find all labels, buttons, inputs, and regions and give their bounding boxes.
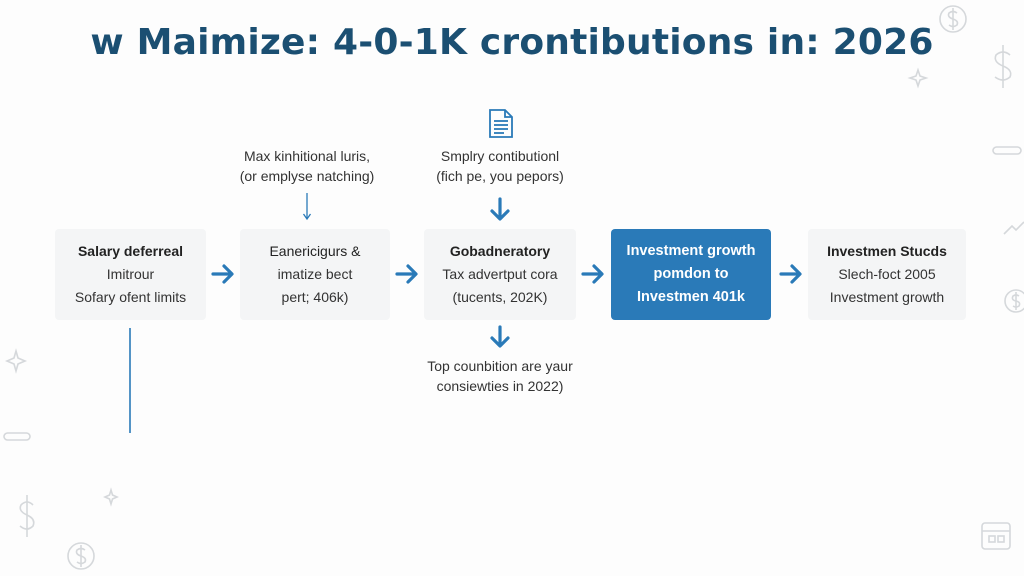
note-line: consiewties in 2022) bbox=[436, 378, 564, 394]
arrow-right-icon bbox=[213, 266, 232, 282]
note-line: Top counbition are yaur bbox=[427, 358, 573, 374]
step-text: Investment growth bbox=[829, 289, 945, 305]
step-text: imatize bect bbox=[277, 266, 353, 282]
step-text: pomdon to bbox=[653, 266, 729, 282]
step-text: pert; 406k) bbox=[281, 289, 349, 305]
divider-pill bbox=[4, 433, 30, 440]
step-box-employer bbox=[240, 229, 390, 320]
document-icon bbox=[490, 110, 512, 137]
step-text: Sofary ofent limits bbox=[74, 289, 187, 305]
calendar-icon bbox=[982, 523, 1010, 549]
step-title: Eanericigurs & bbox=[269, 243, 361, 259]
arrow-right-icon bbox=[397, 266, 416, 282]
dollar-icon bbox=[995, 45, 1011, 88]
arrow-right-icon bbox=[583, 266, 602, 282]
step-text: (tucents, 202K) bbox=[452, 289, 548, 305]
employer-connector bbox=[304, 193, 311, 219]
step-box-investment-growth bbox=[611, 229, 771, 320]
arrow-right-icon bbox=[781, 266, 800, 282]
step-title: Investment growth bbox=[626, 243, 756, 259]
step-box-investment-studs bbox=[808, 229, 966, 320]
step-box-tax-advantage bbox=[424, 229, 576, 320]
note-line: Smplry contibutionl bbox=[440, 148, 560, 164]
note-line: (fich pe, you pepors) bbox=[436, 168, 564, 184]
sparkle-icon bbox=[7, 351, 25, 371]
note-line: (or emplyse natching) bbox=[239, 168, 375, 184]
step-text: Imitrour bbox=[106, 266, 155, 282]
dollar-icon bbox=[20, 495, 34, 537]
page-title: w Maimize: 4-0-1K crontibutions in: 2026 bbox=[90, 22, 934, 63]
step-box-salary-deferral bbox=[55, 229, 206, 320]
step-text: Investmen 401k bbox=[636, 289, 745, 305]
step-text: Slech-foct 2005 bbox=[838, 266, 936, 282]
trend-icon bbox=[1004, 222, 1024, 234]
sparkle-icon bbox=[910, 70, 926, 86]
dollar-icon bbox=[68, 543, 94, 569]
bottom-note bbox=[390, 356, 610, 396]
dollar-icon bbox=[940, 6, 966, 32]
step-text: Tax advertput cora bbox=[442, 266, 558, 282]
step-title: Gobadneratory bbox=[449, 243, 551, 259]
note-line: Max kinhitional luris, bbox=[243, 148, 371, 164]
divider-pill bbox=[993, 147, 1021, 154]
simple-contribution-note bbox=[400, 146, 600, 186]
step-title: Investmen Stucds bbox=[827, 243, 947, 259]
sparkle-icon bbox=[105, 490, 117, 504]
step-title: Salary deferreal bbox=[77, 243, 184, 259]
dollar-icon bbox=[1005, 290, 1024, 312]
arrow-down-icon bbox=[492, 327, 508, 346]
arrow-down-icon bbox=[492, 199, 508, 219]
employer-match-note bbox=[207, 146, 407, 186]
